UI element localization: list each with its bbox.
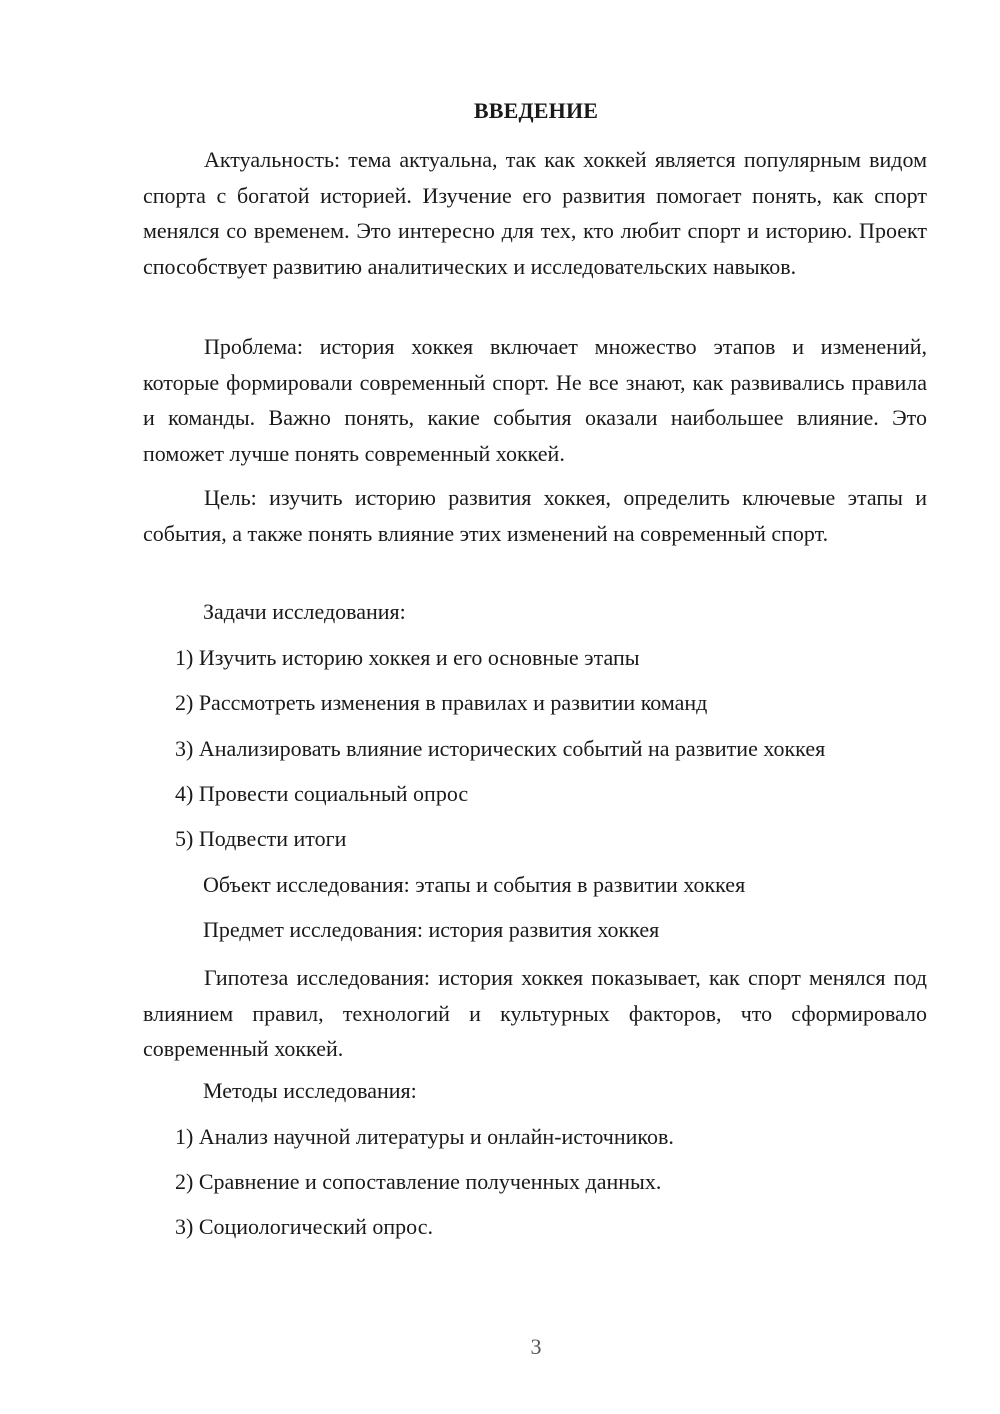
task-item-4: 4) Провести социальный опрос xyxy=(175,781,469,806)
section-heading: ВВЕДЕНИЕ xyxy=(473,98,599,123)
task-item-2: 2) Рассмотреть изменения в правилах и развитии команд xyxy=(175,690,708,715)
methods-title: Методы исследования: xyxy=(203,1078,417,1103)
task-item-1: 1) Изучить историю хоккея и его основные этапы xyxy=(175,645,640,670)
method-item-1: 1) Анализ научной литературы и онлайн-источников. xyxy=(175,1124,674,1149)
task-item-3: 3) Анализировать влияние исторических событий на развитие хоккея xyxy=(175,736,826,761)
relevance-paragraph: Актуальность: тема актуальна, так как хоккей является популярным видом спорта с богатой историей. Изучение его развития помогает понять, как спорт менялся со временем. Это интересно для тех, кто любит спорт и историю. Проект способствует развитию аналитических и исследовательских навыков. xyxy=(143,147,927,279)
hypothesis-paragraph: Гипотеза исследования: история хоккея показывает, как спорт менялся под влиянием правил, технологий и культурных факторов, что сформировало современный хоккей. xyxy=(143,965,927,1061)
task-item-5: 5) Подвести итоги xyxy=(175,826,347,851)
problem-paragraph: Проблема: история хоккея включает множество этапов и изменений, которые формировали современный спорт. Не все знают, как развивались правила и команды. Важно понять, какие события оказали наибольшее влияние. Это поможет лучше понять современный хоккей. xyxy=(143,334,927,466)
tasks-title: Задачи исследования: xyxy=(203,599,406,624)
research-subject: Предмет исследования: история развития хоккея xyxy=(203,917,660,942)
method-item-2: 2) Сравнение и сопоставление полученных данных. xyxy=(175,1169,662,1194)
method-item-3: 3) Социологический опрос. xyxy=(175,1214,433,1239)
page-number: 3 xyxy=(530,1334,542,1359)
research-object: Объект исследования: этапы и события в развитии хоккея xyxy=(203,872,746,897)
goal-paragraph: Цель: изучить историю развития хоккея, определить ключевые этапы и события, а также понять влияние этих изменений на современный спорт. xyxy=(143,485,927,546)
